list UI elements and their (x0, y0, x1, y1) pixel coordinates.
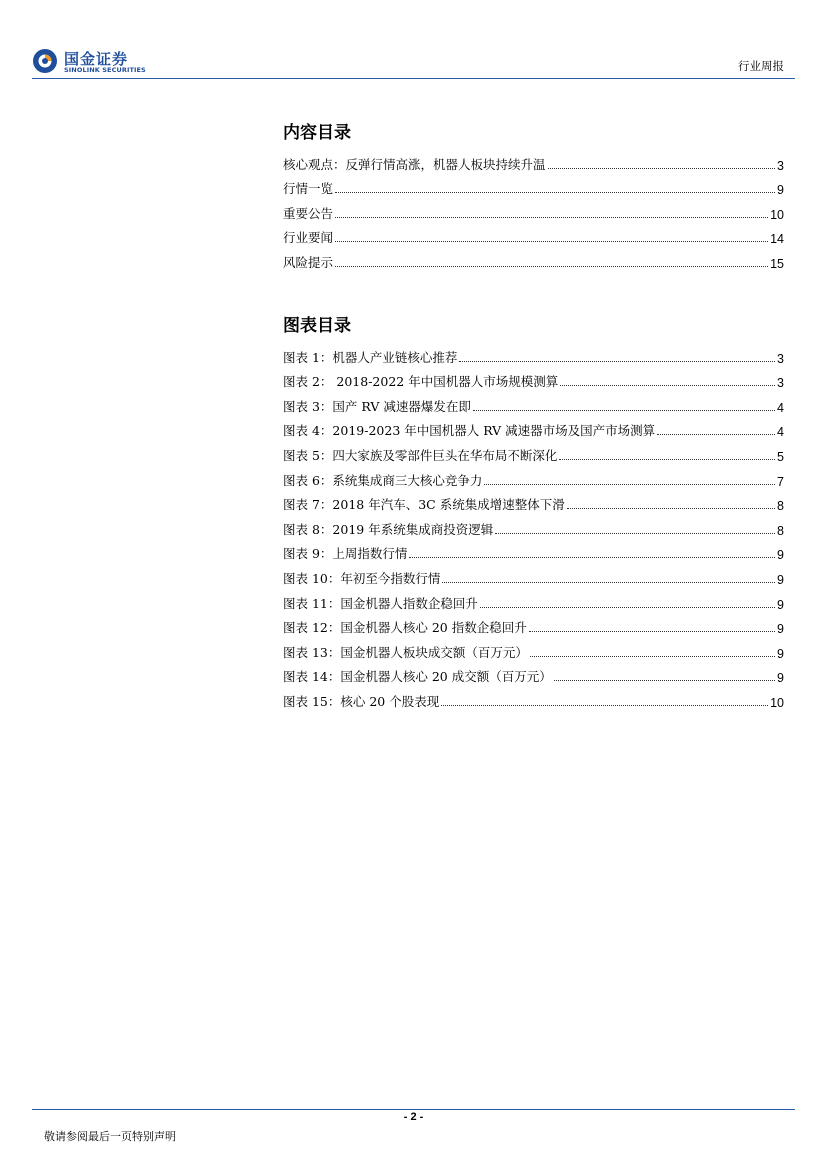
figure-item[interactable] (283, 390, 784, 415)
figure-item-label: 图表 12：国金机器人核心 20 指数企稳回升 (283, 620, 527, 636)
toc-leader (657, 434, 775, 435)
toc-leader (567, 508, 775, 509)
toc-item-page: 14 (770, 232, 784, 247)
company-logo (32, 46, 162, 78)
figure-item-page: 4 (777, 425, 784, 440)
figure-item[interactable] (283, 636, 784, 661)
toc-leader (495, 533, 775, 534)
figure-item-label: 图表 2： 2018-2022 年中国机器人市场规模测算 (283, 374, 559, 390)
figure-item[interactable] (283, 538, 784, 563)
figure-item-page: 9 (777, 572, 784, 587)
figure-item-label: 图表 13：国金机器人板块成交额（百万元） (283, 644, 528, 660)
toc-leader (335, 266, 768, 267)
figure-item-label: 图表 4：2019-2023 年中国机器人 RV 减速器市场及国产市场测算 (283, 423, 656, 439)
figure-item-label: 图表 6：系统集成商三大核心竞争力 (283, 472, 483, 488)
toc-item-page: 15 (770, 256, 784, 271)
figure-item[interactable] (283, 341, 784, 366)
toc-leader (335, 241, 768, 242)
footer-disclaimer: 敬请参阅最后一页特别声明 (44, 1130, 176, 1143)
figure-item-page: 9 (777, 597, 784, 612)
header-divider (32, 78, 795, 79)
toc-leader (530, 656, 775, 657)
figure-item-page: 9 (777, 548, 784, 563)
figure-item-page: 9 (777, 671, 784, 686)
contents-list (283, 148, 784, 271)
toc-item-page: 9 (777, 183, 784, 198)
toc-item-label: 行情一览 (283, 181, 334, 197)
figures-title: 图表目录 (283, 316, 351, 336)
contents-title: 内容目录 (283, 123, 351, 143)
toc-leader (335, 217, 768, 218)
figure-item-page: 5 (777, 449, 784, 464)
figure-item-page: 10 (770, 695, 784, 710)
figure-item-label: 图表 8：2019 年系统集成商投资逻辑 (283, 521, 494, 537)
toc-item-announcements[interactable] (283, 197, 784, 222)
figure-item-label: 图表 14：国金机器人核心 20 成交额（百万元） (283, 669, 552, 685)
figure-item[interactable] (283, 685, 784, 710)
figure-item-label: 图表 5：四大家族及零部件巨头在华布局不断深化 (283, 447, 558, 463)
figure-item-label: 图表 15：核心 20 个股表现 (283, 693, 440, 709)
toc-leader (441, 705, 768, 706)
toc-item-industry-news[interactable] (283, 222, 784, 247)
toc-item-core-view[interactable] (283, 148, 784, 173)
toc-leader (442, 582, 775, 583)
figure-item-page: 9 (777, 622, 784, 637)
toc-leader (480, 607, 775, 608)
figure-item-page: 9 (777, 646, 784, 661)
figure-item[interactable] (283, 489, 784, 514)
figure-item[interactable] (283, 513, 784, 538)
logo-english-name: SINOLINK SECURITIES (64, 66, 146, 74)
toc-leader (473, 410, 775, 411)
toc-leader (335, 192, 775, 193)
figure-item-label: 图表 1：机器人产业链核心推荐 (283, 349, 458, 365)
sinolink-logo-icon (32, 48, 58, 74)
toc-item-label: 行业要闻 (283, 230, 334, 246)
figure-item-label: 图表 7：2018 年汽车、3C 系统集成增速整体下滑 (283, 497, 565, 513)
figure-item[interactable] (283, 612, 784, 637)
report-type: 行业周报 (738, 59, 784, 73)
figure-item-label: 图表 3：国产 RV 减速器爆发在即 (283, 398, 471, 414)
figure-item-page: 3 (777, 376, 784, 391)
toc-leader (529, 631, 775, 632)
toc-leader (560, 385, 775, 386)
toc-item-label: 风险提示 (283, 254, 334, 270)
figure-item[interactable] (283, 562, 784, 587)
figure-item[interactable] (283, 587, 784, 612)
figure-item-page: 7 (777, 474, 784, 489)
figure-item-label: 图表 10：年初至今指数行情 (283, 570, 441, 586)
toc-leader (554, 680, 775, 681)
toc-leader (459, 361, 775, 362)
footer-divider (32, 1109, 795, 1110)
figure-item-page: 3 (777, 351, 784, 366)
toc-leader (548, 168, 776, 169)
figure-item[interactable] (283, 661, 784, 686)
figure-item[interactable] (283, 415, 784, 440)
figures-list (283, 341, 784, 710)
toc-item-label: 核心观点：反弹行情高涨，机器人板块持续升温 (283, 156, 546, 172)
figure-item-page: 8 (777, 499, 784, 514)
figure-item-label: 图表 11：国金机器人指数企稳回升 (283, 595, 478, 611)
toc-leader (409, 557, 775, 558)
figure-item[interactable] (283, 366, 784, 391)
figure-item[interactable] (283, 439, 784, 464)
page-number: - 2 - (403, 1111, 424, 1123)
toc-item-label: 重要公告 (283, 205, 334, 221)
toc-leader (559, 459, 775, 460)
toc-item-market-overview[interactable] (283, 173, 784, 198)
figure-item-page: 8 (777, 523, 784, 538)
toc-item-page: 10 (770, 207, 784, 222)
toc-item-page: 3 (777, 158, 784, 173)
figure-item[interactable] (283, 464, 784, 489)
toc-leader (484, 484, 775, 485)
figure-item-page: 4 (777, 400, 784, 415)
logo-chinese-name: 国金证券 (64, 50, 129, 68)
figure-item-label: 图表 9：上周指数行情 (283, 546, 408, 562)
toc-item-risk-warning[interactable] (283, 246, 784, 271)
page-header (0, 0, 827, 82)
